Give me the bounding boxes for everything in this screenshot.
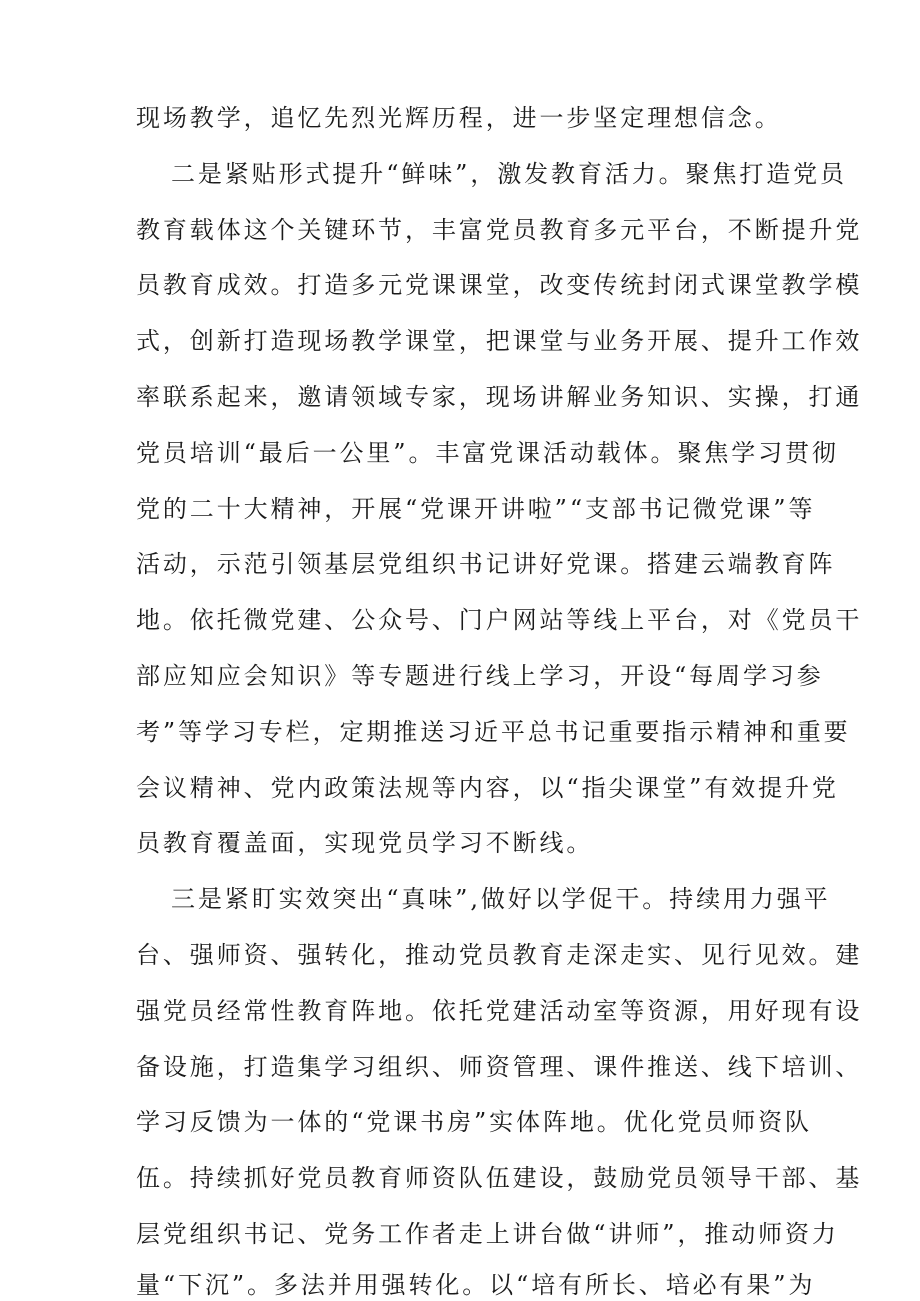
text-line: 党的二十大精神，开展“党课开讲啦”“支部书记微党课”等 — [136, 495, 816, 523]
text-line: 台、强师资、强转化，推动党员教育走深走实、见行见效。建 — [136, 941, 863, 969]
text-line: 学习反馈为一体的“党课书房”实体阵地。优化党员师资队 — [136, 1108, 812, 1136]
text-line: 式，创新打造现场教学课堂，把课堂与业务开展、提升工作效 — [136, 327, 863, 355]
text-line: 现场教学，追忆先烈光辉历程，进一步坚定理想信念。 — [136, 104, 782, 132]
text-line: 活动，示范引领基层党组织书记讲好党课。搭建云端教育阵 — [136, 550, 836, 578]
text-line: 地。依托微党建、公众号、门户网站等线上平台，对《党员干 — [136, 606, 863, 634]
text-line: 考”等学习专栏，定期推送习近平总书记重要指示精神和重要 — [136, 718, 851, 746]
text-line: 备设施，打造集学习组织、师资管理、课件推送、线下培训、 — [136, 1053, 863, 1081]
text-line: 率联系起来，邀请领域专家，现场讲解业务知识、实操，打通 — [136, 383, 863, 411]
text-line: 员教育成效。打造多元党课课堂，改变传统封闭式课堂教学模 — [136, 271, 863, 299]
text-line: 伍。持续抓好党员教育师资队伍建设，鼓励党员领导干部、基 — [136, 1164, 863, 1192]
text-line: 量“下沉”。多法并用强转化。以“培有所长、培必有果”为 — [136, 1271, 816, 1299]
text-line: 部应知应会知识》等专题进行线上学习，开设“每周学习参 — [136, 662, 824, 690]
text-line: 会议精神、党内政策法规等内容，以“指尖课堂”有效提升党 — [136, 774, 839, 802]
text-line: 教育载体这个关键环节，丰富党员教育多元平台，不断提升党 — [136, 216, 863, 244]
text-line: 强党员经常性教育阵地。依托党建活动室等资源，用好现有设 — [136, 997, 863, 1025]
text-line: 党员培训“最后一公里”。丰富党课活动载体。聚焦学习贯彻 — [136, 439, 839, 467]
paragraph-2-first-line: 二是紧贴形式提升“鲜味”，激发教育活力。聚焦打造党员 — [171, 160, 847, 188]
text-line: 层党组织书记、党务工作者走上讲台做“讲师”，推动师资力 — [136, 1220, 839, 1248]
text-line: 员教育覆盖面，实现党员学习不断线。 — [136, 829, 594, 857]
paragraph-3-first-line: 三是紧盯实效突出“真味”,做好以学促干。持续用力强平 — [171, 885, 831, 913]
